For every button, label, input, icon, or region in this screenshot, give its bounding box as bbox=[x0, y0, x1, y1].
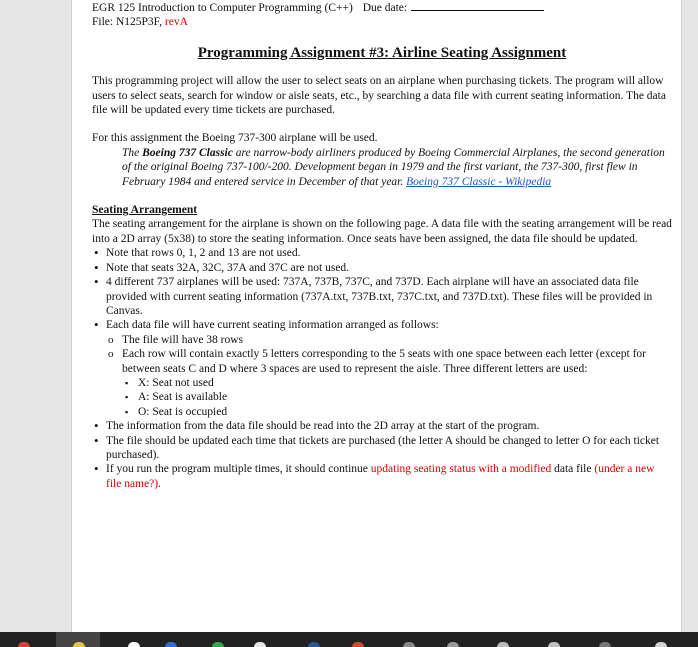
letter-code-item: ▪ A: Seat is available bbox=[122, 390, 672, 404]
list-item bbox=[92, 318, 672, 419]
chrome-app-icon[interactable] bbox=[18, 642, 30, 647]
settings-app-icon[interactable] bbox=[447, 642, 459, 647]
wikipedia-link[interactable]: Boeing 737 Classic - Wikipedia bbox=[406, 175, 552, 188]
boeing-quote-rest: are narrow-body airliners produced by Boeing Commercial Airplanes, the second generation of the original Boeing 737-100/-200. Development began in 1979 and the first variant, the 737-300, first flew in February 1984 and entered service in December of that year. bbox=[122, 146, 665, 188]
letter-code-list bbox=[122, 376, 672, 419]
document-content bbox=[92, 0, 672, 491]
edge-app-icon[interactable] bbox=[165, 642, 177, 647]
green-app-icon[interactable] bbox=[212, 642, 224, 647]
seating-body: The seating arrangement for the airplane is shown on the following page. A data file with the seating arrangement will be read into a 2D array (5x38) to store the seating information. Once seats have been assigned, the data file should be updated. bbox=[92, 218, 672, 245]
due-date-label: Due date: bbox=[362, 2, 408, 14]
seating-heading: Seating Arrangement bbox=[92, 204, 198, 217]
letter-code-item: ▪ O: Seat is occupied bbox=[122, 405, 672, 419]
letter-code-item: ▪ X: Seat not used bbox=[122, 376, 672, 390]
document-page bbox=[71, 0, 682, 632]
taskbar bbox=[0, 632, 698, 647]
boeing-quote-bold: Boeing 737 Classic bbox=[142, 146, 233, 159]
list-item: • Note that seats 32A, 32C, 37A and 37C are not used. bbox=[92, 261, 672, 275]
list-item: • The information from the data file should be read into the 2D array at the start of the program. bbox=[92, 419, 672, 433]
list-item: • Note that rows 0, 1, 2 and 13 are not used. bbox=[92, 246, 672, 260]
boeing-lead: For this assignment the Boeing 737-300 airplane will be used. bbox=[92, 132, 378, 145]
sub-list-item: o The file will have 38 rows bbox=[106, 333, 672, 347]
document-title: Programming Assignment #3: Airline Seating Assignment bbox=[197, 44, 567, 61]
list-item: • The file should be updated each time that tickets are purchased (the letter A should be changed to letter O for each ticket purchased). bbox=[92, 434, 672, 463]
app-icon[interactable] bbox=[655, 642, 667, 647]
boeing-quote bbox=[122, 146, 672, 189]
sub-list-item-text: Each row will contain exactly 5 letters corresponding to the 5 seats with one space between each letter (except for between seats C and D where 3 spaces are used to represent the aisle. Three different letters are used: bbox=[122, 348, 647, 375]
app-icon[interactable] bbox=[497, 642, 509, 647]
app-icon[interactable] bbox=[599, 642, 611, 647]
last-bullet-red-text: updating seating status with a modified bbox=[370, 463, 552, 476]
course-name: EGR 125 Introduction to Computer Programming (C++) bbox=[92, 2, 353, 14]
list-item-last bbox=[92, 462, 672, 491]
file-revision: revA bbox=[164, 16, 188, 29]
app-icon[interactable] bbox=[548, 642, 560, 647]
list-item: • 4 different 737 airplanes will be used: 737A, 737B, 737C, and 737D. Each airplane will have an associated data file provided with current seating information (737A.txt, 737B.txt, 737C.txt, and 737D.txt). These files will be provided in Canvas. bbox=[92, 275, 672, 318]
seating-bullet-list bbox=[92, 246, 672, 491]
terminal-app-icon[interactable] bbox=[403, 642, 415, 647]
list-item-text: Each data file will have current seating information arranged as follows: bbox=[106, 319, 439, 332]
intro-paragraph: This programming project will allow the user to select seats on an airplane when purchasing tickets. The program will allow users to select seats, search for window or aisle seats, etc., by searching a data file with current seating information. The data file will be updated every time tickets are purchased. bbox=[92, 75, 666, 117]
word-app-icon[interactable] bbox=[308, 642, 320, 647]
file-name: File: N125P3F, bbox=[92, 16, 163, 29]
powerpoint-app-icon[interactable] bbox=[352, 642, 364, 647]
last-bullet-end: . bbox=[158, 477, 161, 490]
due-date-blank bbox=[411, 1, 544, 11]
folder-app-icon[interactable] bbox=[73, 642, 85, 647]
notes-app-icon[interactable] bbox=[254, 642, 266, 647]
last-bullet-text: If you run the program multiple times, it should continue bbox=[106, 463, 371, 476]
boeing-quote-start: The bbox=[122, 146, 143, 159]
mail-app-icon[interactable] bbox=[128, 642, 140, 647]
header-course-line bbox=[92, 1, 672, 15]
last-bullet-text-2: data file bbox=[551, 463, 595, 476]
sub-bullet-list bbox=[106, 333, 672, 419]
header-file-line bbox=[92, 15, 672, 29]
last-bullet-red-text-2: (under a new file name?) bbox=[106, 463, 655, 490]
sub-list-item bbox=[106, 347, 672, 419]
